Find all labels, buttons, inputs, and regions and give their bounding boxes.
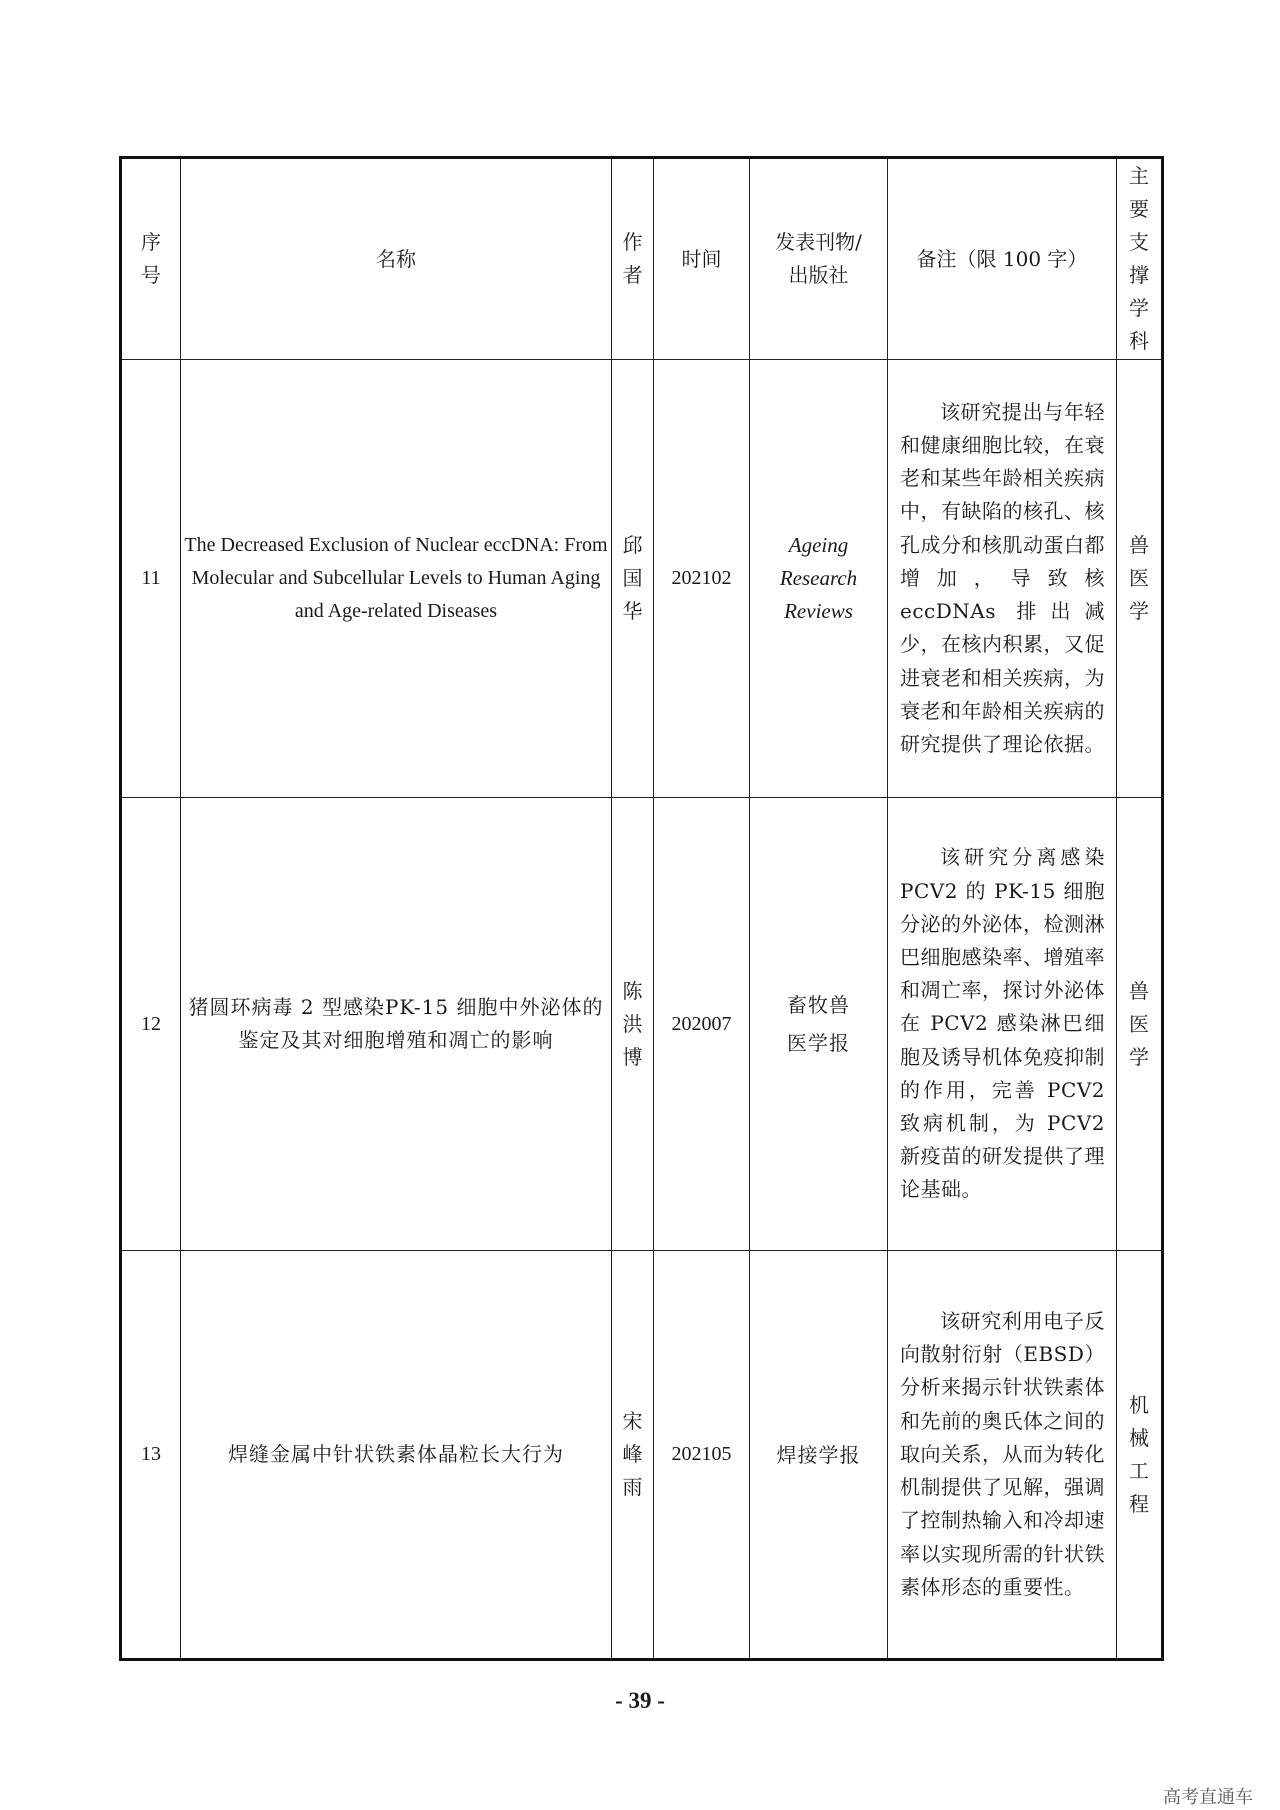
table-row (121, 798, 1163, 1251)
publications-table (119, 156, 1164, 1661)
row-note (888, 1251, 1117, 1660)
row-title: 焊缝金属中针状铁素体晶粒长大行为 (181, 1251, 612, 1660)
row-note-text: 该研究分离感染 PCV2 的 PK-15 细胞分泌的外泌体，检测淋巴细胞感染率、增殖率和凋亡率，探讨外泌体在 PCV2 感染淋巴细胞及诱导机体免疫抑制的作用，完善 PCV2 致病机制，为 PCV2 新疫苗的研发提供了理论基础。 (900, 845, 1105, 1202)
row-author: 宋峰雨 (612, 1251, 654, 1660)
header-title: 名称 (181, 158, 612, 360)
header-date: 时间 (654, 158, 750, 360)
header-journal-line1: 发表刊物/ (775, 230, 862, 254)
row-date: 202007 (654, 798, 750, 1251)
watermark: 高考直通车 (1163, 1787, 1253, 1808)
row-note (888, 798, 1117, 1251)
row-index: 11 (121, 360, 181, 798)
row-journal-text: 焊接学报 (776, 1442, 861, 1467)
row-discipline: 兽医学 (1117, 360, 1163, 798)
table-row (121, 360, 1163, 798)
row-index: 12 (121, 798, 181, 1251)
row-author: 陈洪博 (612, 798, 654, 1251)
row-index: 13 (121, 1251, 181, 1660)
header-journal (750, 158, 888, 360)
row-note-text: 该研究提出与年轻和健康细胞比较，在衰老和某些年龄相关疾病中，有缺陷的核孔、核孔成分和核肌动蛋白都增加，导致核 eccDNAs 排出减少，在核内积累，又促进衰老和相关疾病，为衰老和年龄相关疾病的研究提供了理论依据。 (900, 399, 1105, 756)
header-author: 作者 (612, 158, 654, 360)
row-journal (750, 1251, 888, 1660)
row-journal-text: 畜牧兽医学报 (787, 993, 850, 1055)
header-index: 序号 (121, 158, 181, 360)
row-note-text: 该研究利用电子反向散射衍射（EBSD）分析来揭示针状铁素体和先前的奥氏体之间的取向关系，从而为转化机制提供了见解，强调了控制热输入和冷却速率以实现所需的针状铁素体形态的重要性。 (900, 1309, 1105, 1599)
row-title: 猪圆环病毒 2 型感染PK-15 细胞中外泌体的鉴定及其对细胞增殖和凋亡的影响 (181, 798, 612, 1251)
row-author: 邱国华 (612, 360, 654, 798)
row-journal (750, 798, 888, 1251)
row-date: 202105 (654, 1251, 750, 1660)
header-discipline: 主要支撑学科 (1117, 158, 1163, 360)
table-row (121, 1251, 1163, 1660)
table-header-row (121, 158, 1163, 360)
row-date: 202102 (654, 360, 750, 798)
row-discipline: 兽医学 (1117, 798, 1163, 1251)
row-note (888, 360, 1117, 798)
row-title: The Decreased Exclusion of Nuclear eccDNA: From Molecular and Subcellular Levels to Human Aging and Age-related Diseases (181, 360, 612, 798)
row-journal-text: Ageing Research Reviews (779, 533, 858, 623)
row-discipline: 机械工程 (1117, 1251, 1163, 1660)
header-note: 备注（限 100 字） (888, 158, 1117, 360)
page-number: - 39 - (615, 1688, 665, 1713)
row-journal (750, 360, 888, 798)
header-journal-line2: 出版社 (788, 263, 849, 287)
